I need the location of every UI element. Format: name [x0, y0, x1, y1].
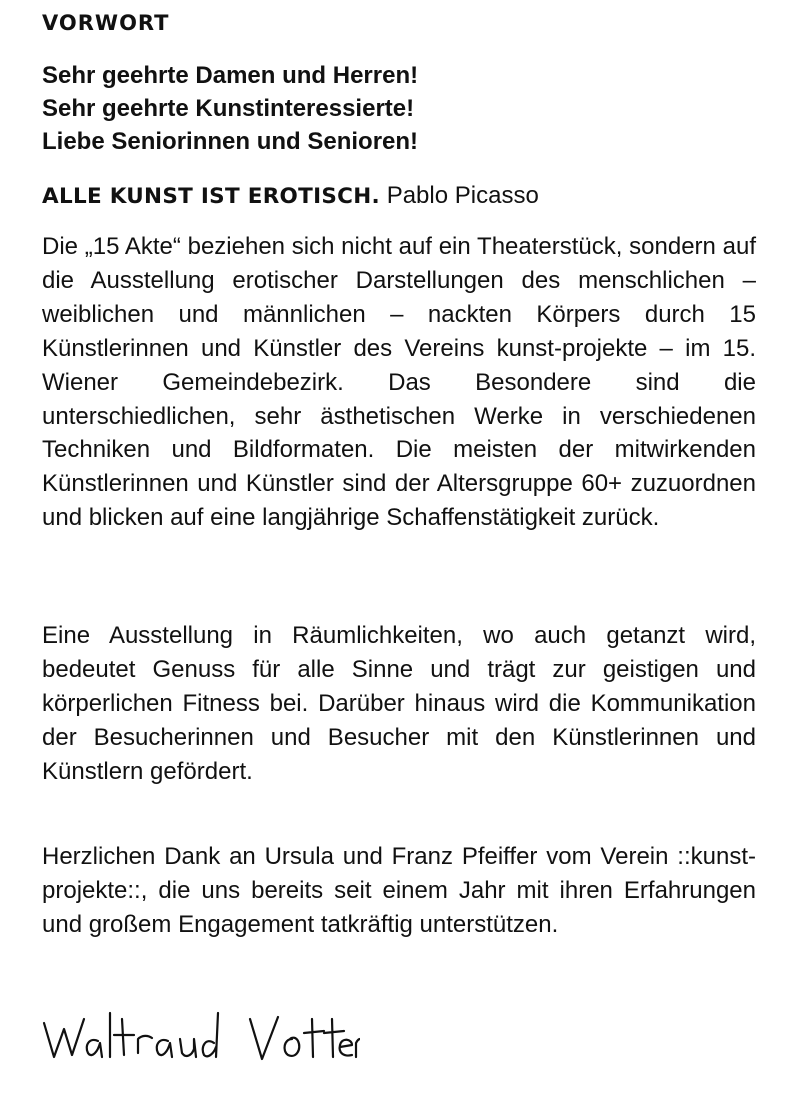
greeting-line: Sehr geehrte Damen und Herren!: [42, 62, 419, 89]
body-paragraph: Herzlichen Dank an Ursula und Franz Pfeiffer vom Verein ::kunst-projekte::, die uns bereits seit einem Jahr mit ihren Erfahrungen und großem Engagement tatkräftig unterstützen.: [42, 843, 756, 938]
section-title: VORWORT: [42, 11, 170, 35]
body-paragraph: Eine Ausstellung in Räumlichkeiten, wo auch getanzt wird, bedeutet Genuss für alle Sinne und trägt zur geistigen und körperlichen Fitness bei. Darüber hinaus wird die Kommunikation der Besucherinnen und Besucher mit den Künstlerinnen und Künstlern gefördert.: [42, 622, 756, 785]
quote-text: ALLE KUNST IST EROTISCH.: [42, 184, 381, 209]
quote-author: Pablo Picasso: [386, 182, 539, 209]
greeting-line: Liebe Seniorinnen und Senioren!: [42, 128, 419, 155]
signature-text: Waltraud Votter: [40, 1005, 48, 1006]
greeting-line: Sehr geehrte Kunstinteressierte!: [42, 95, 415, 122]
epigraph-quote: [42, 179, 539, 213]
handwritten-signature: [40, 1005, 360, 1075]
body-paragraph: Die „15 Akte“ beziehen sich nicht auf ein Theaterstück, sondern auf die Ausstellung erotischer Darstellungen des menschlichen – weiblichen und männlichen – nackten Körpers durch 15 Künstlerinnen und Künstler des Vereins kunst-projekte – im 15. Wiener Gemeindebezirk. Das Besondere sind die unterschiedlichen, sehr ästhetischen Werke in verschiedenen Techniken und Bildformaten. Die meisten der mitwirkenden Künstlerinnen und Künstler sind der Altersgruppe 60+ zuzuordnen und blicken auf eine langjährige Schaffenstätigkeit zurück.: [42, 233, 756, 532]
greetings-block: [42, 59, 418, 158]
